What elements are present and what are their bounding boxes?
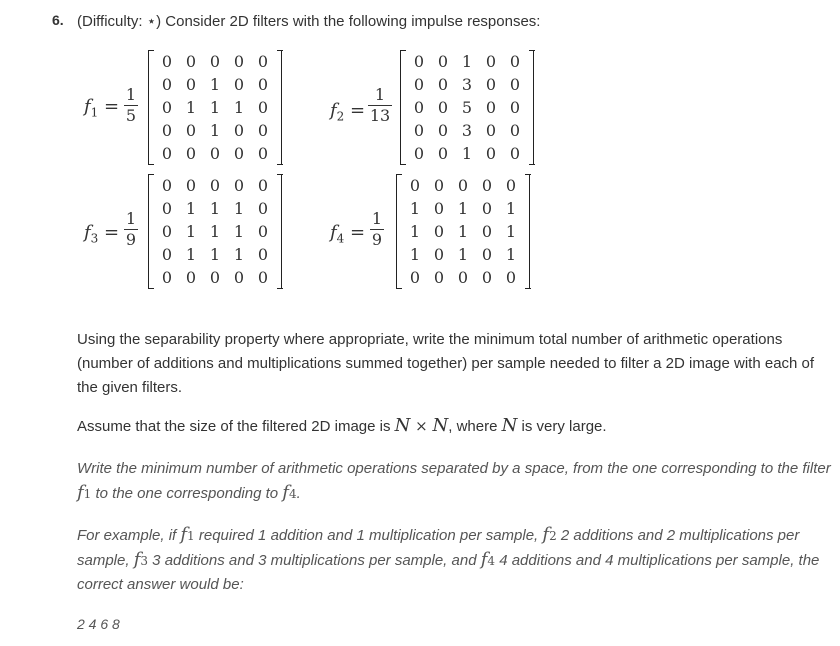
matrix-cell: 1 [461, 144, 473, 163]
example-paragraph [77, 523, 837, 597]
math-f: f [133, 549, 141, 570]
matrix-cell: 1 [457, 222, 469, 241]
math-sub: 3 [140, 554, 149, 568]
matrix-cell: 0 [485, 52, 497, 71]
matrix-cell: 1 [185, 222, 197, 241]
matrix-cell: 0 [481, 222, 493, 241]
matrix-cell: 0 [257, 75, 269, 94]
matrix-cell: 0 [209, 144, 221, 163]
matrix-cell: 1 [209, 75, 221, 94]
matrix-cell: 1 [505, 199, 517, 218]
matrix-cell: 0 [257, 176, 269, 195]
matrix-cell: 1 [233, 98, 245, 117]
matrix-cell: 0 [509, 75, 521, 94]
filter-scale-fraction-3: 1 9 [125, 209, 137, 249]
matrix-cell: 1 [233, 245, 245, 264]
answer-format-instruction [77, 457, 837, 506]
matrix-cell: 0 [481, 268, 493, 287]
matrix-cell: 0 [257, 268, 269, 287]
text-fragment: 4 additions and 4 multiplications per sample, the correct answer would be: [77, 552, 820, 593]
matrix-cell: 0 [433, 176, 445, 195]
matrix-cell: 0 [413, 98, 425, 117]
matrix-cell: 0 [413, 75, 425, 94]
filter-matrix-2 [400, 50, 534, 165]
matrix-cell: 0 [161, 75, 173, 94]
math-sub: 4 [487, 554, 496, 568]
matrix-cell: 0 [481, 245, 493, 264]
text-fragment: 2 additions and 2 multiplications per sample, [77, 527, 800, 569]
text-fragment: to the one corresponding to [91, 485, 283, 502]
matrix-cell: 0 [481, 176, 493, 195]
matrix-cell: 0 [161, 121, 173, 140]
matrix-cell: 1 [185, 199, 197, 218]
text-fragment: Write the minimum number of arithmetic operations separated by a space, from the one corresponding to the filter [77, 460, 831, 477]
math-N: N [432, 415, 449, 436]
matrix-cell: 1 [209, 245, 221, 264]
matrix-cell: 1 [185, 98, 197, 117]
math-sub: 4 [288, 487, 297, 501]
matrix-cell: 0 [509, 98, 521, 117]
matrix-cell: 0 [257, 144, 269, 163]
matrix-cell: 1 [505, 222, 517, 241]
matrix-cell: 0 [161, 144, 173, 163]
matrix-cell: 0 [161, 176, 173, 195]
matrix-cell: 1 [409, 245, 421, 264]
filter-matrix-3 [148, 174, 282, 289]
text-fragment: . [296, 485, 301, 502]
text-fragment: is very large. [517, 418, 607, 435]
math-N: N [501, 415, 518, 436]
matrix-cell: 0 [485, 121, 497, 140]
matrix-cell: 0 [409, 268, 421, 287]
matrix-cell: 0 [185, 176, 197, 195]
question-number: 6. [52, 12, 64, 28]
matrix-cell: 0 [233, 176, 245, 195]
matrix-cell: 0 [257, 245, 269, 264]
matrix-cell: 0 [257, 52, 269, 71]
matrix-cell: 0 [457, 268, 469, 287]
matrix-cell: 0 [433, 245, 445, 264]
filter-label-1: $f_1$ = [84, 96, 120, 120]
instructions-paragraph: Using the separability property where appropriate, write the minimum total number of arithmetic operations (number of additions and multiplications summed together) per sample needed to filter a 2D image with each of the given filters. [77, 331, 815, 396]
math-sub: 2 [549, 529, 557, 543]
matrix-cell: 0 [485, 98, 497, 117]
matrix-cell: 0 [185, 121, 197, 140]
filter-label-2: $f_2$ = [330, 100, 366, 124]
math-f: f [77, 482, 84, 503]
matrix-cell: 0 [209, 52, 221, 71]
matrix-cell: 0 [485, 75, 497, 94]
matrix-cell: 0 [233, 144, 245, 163]
example-answer: 2 4 6 8 [77, 616, 120, 632]
matrix-cell: 1 [505, 245, 517, 264]
matrix-cell: 0 [433, 222, 445, 241]
math-times: × [410, 417, 433, 435]
matrix-cell: 1 [457, 199, 469, 218]
matrix-cell: 0 [185, 144, 197, 163]
matrix-cell: 0 [481, 199, 493, 218]
matrix-cell: 0 [161, 98, 173, 117]
math-f: f [180, 524, 188, 545]
matrix-cell: 3 [461, 75, 473, 94]
text-fragment: 3 additions and 3 multiplications per sample, and [148, 552, 481, 569]
matrix-cell: 3 [461, 121, 473, 140]
math-f: f [480, 549, 488, 570]
matrix-cell: 0 [485, 144, 497, 163]
matrix-cell: 0 [409, 176, 421, 195]
matrix-cell: 0 [413, 144, 425, 163]
matrix-cell: 0 [437, 98, 449, 117]
matrix-cell: 0 [161, 245, 173, 264]
matrix-cell: 0 [161, 52, 173, 71]
matrix-cell: 0 [185, 268, 197, 287]
math-sub: 1 [83, 487, 92, 501]
matrix-cell: 1 [209, 199, 221, 218]
matrix-cell: 0 [161, 199, 173, 218]
matrix-cell: 0 [413, 121, 425, 140]
matrix-cell: 1 [233, 222, 245, 241]
matrix-cell: 1 [409, 222, 421, 241]
matrix-cell: 1 [209, 222, 221, 241]
filter-label-3: $f_3$ = [84, 222, 120, 246]
matrix-cell: 0 [257, 222, 269, 241]
matrix-cell: 0 [505, 176, 517, 195]
matrix-cell: 0 [257, 199, 269, 218]
matrix-cell: 1 [209, 98, 221, 117]
filter-scale-fraction-1: 1 5 [125, 85, 137, 125]
filter-scale-fraction-4: 1 9 [371, 209, 383, 249]
matrix-cell: 0 [509, 52, 521, 71]
text-fragment: required 1 addition and 1 multiplication per sample, [194, 527, 543, 544]
matrix-cell: 0 [257, 121, 269, 140]
matrix-cell: 1 [209, 121, 221, 140]
matrix-cell: 1 [185, 245, 197, 264]
question-intro: (Difficulty: ⋆) Consider 2D filters with the following impulse responses: [77, 13, 541, 30]
matrix-cell: 5 [461, 98, 473, 117]
math-f: f [282, 482, 289, 503]
matrix-cell: 0 [509, 121, 521, 140]
matrix-cell: 0 [433, 199, 445, 218]
matrix-cell: 0 [257, 98, 269, 117]
matrix-cell: 0 [233, 121, 245, 140]
matrix-cell: 0 [161, 268, 173, 287]
image-size-assumption [77, 414, 837, 439]
matrix-cell: 0 [433, 268, 445, 287]
matrix-cell: 0 [457, 176, 469, 195]
matrix-cell: 0 [233, 52, 245, 71]
filter-matrix-1 [148, 50, 282, 165]
filter-label-4: $f_4$ = [330, 222, 366, 246]
matrix-cell: 0 [185, 52, 197, 71]
matrix-cell: 1 [233, 199, 245, 218]
matrix-cell: 0 [233, 75, 245, 94]
matrix-cell: 0 [505, 268, 517, 287]
text-fragment: For example, if [77, 527, 181, 544]
matrix-cell: 0 [185, 75, 197, 94]
text-fragment: , where [448, 418, 502, 435]
math-f: f [542, 524, 550, 545]
matrix-cell: 1 [461, 52, 473, 71]
matrix-cell: 0 [509, 144, 521, 163]
matrix-cell: 0 [437, 121, 449, 140]
math-N: N [394, 415, 411, 436]
text-fragment: Assume that the size of the filtered 2D image is [77, 418, 395, 435]
matrix-cell: 1 [409, 199, 421, 218]
matrix-cell: 0 [413, 52, 425, 71]
matrix-cell: 0 [209, 176, 221, 195]
matrix-cell: 0 [161, 222, 173, 241]
filter-scale-fraction-2: 1 13 [369, 85, 391, 125]
math-sub: 1 [187, 529, 195, 543]
matrix-cell: 0 [437, 144, 449, 163]
matrix-cell: 0 [437, 75, 449, 94]
filter-matrix-4 [396, 174, 530, 289]
matrix-cell: 0 [437, 52, 449, 71]
matrix-cell: 0 [209, 268, 221, 287]
matrix-cell: 1 [457, 245, 469, 264]
matrix-cell: 0 [233, 268, 245, 287]
